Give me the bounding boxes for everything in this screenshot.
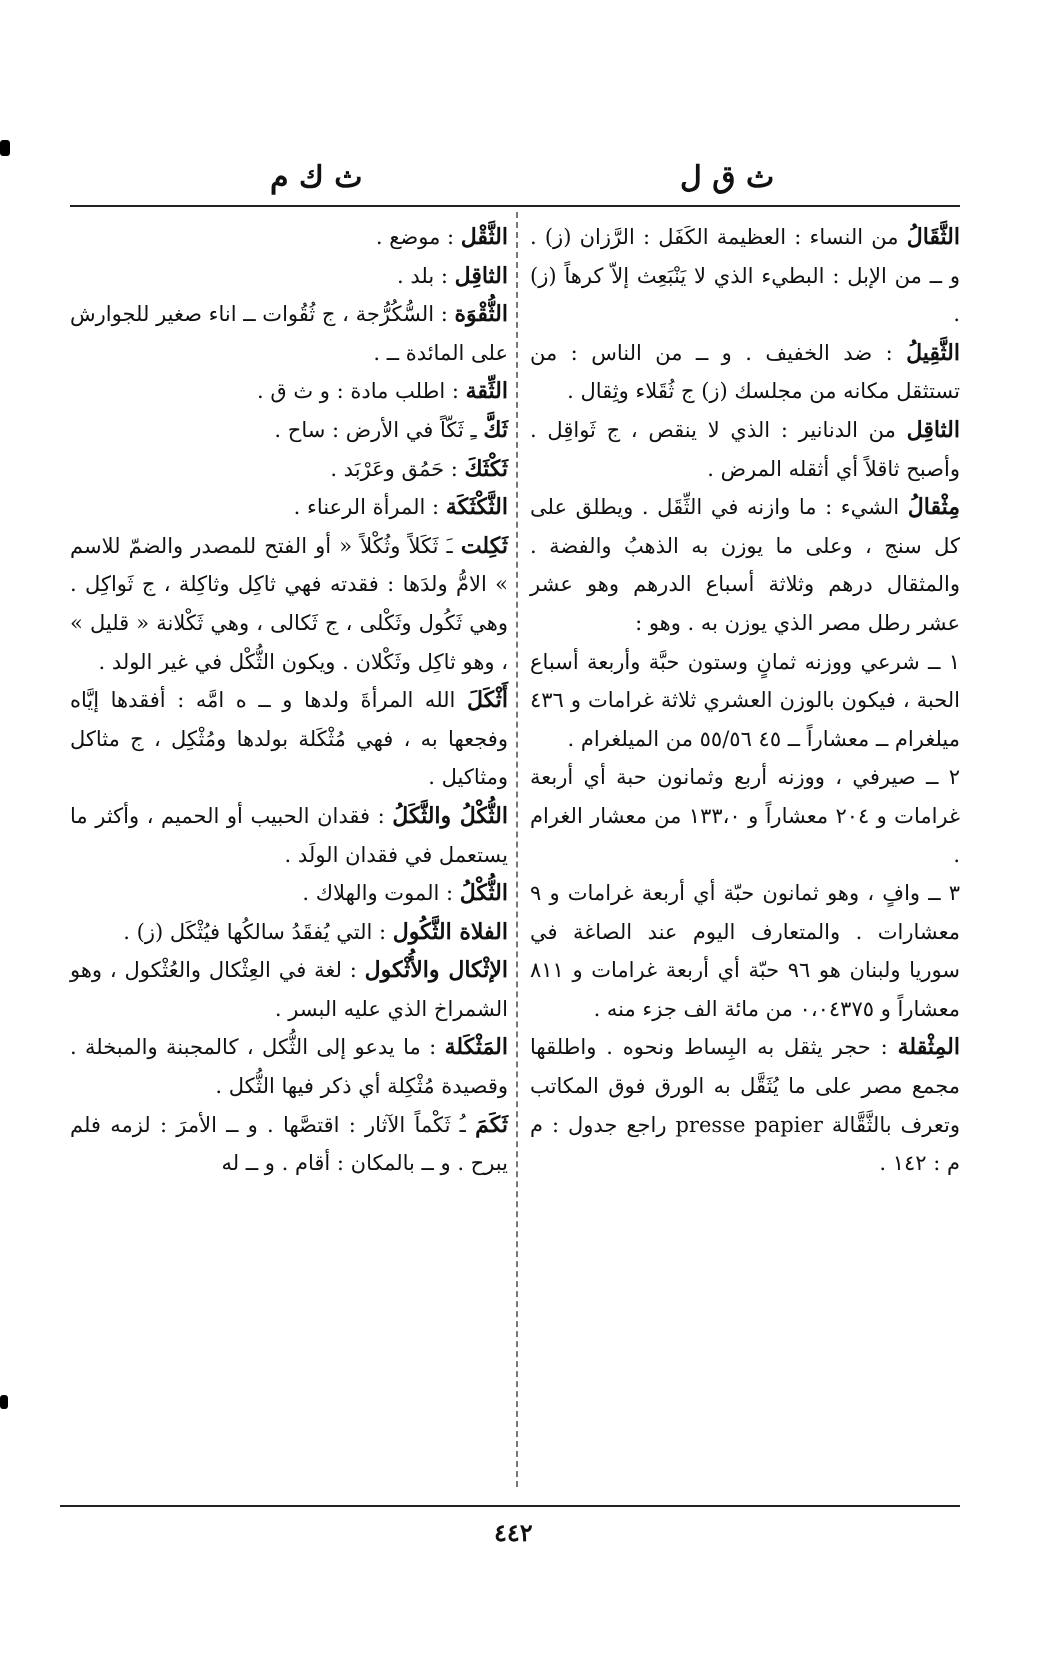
entry-definition: : لغة في العِثْكال والعُثْكول ، وهو الشمراخ الذي عليه البسر . [70, 958, 508, 1021]
entry-headword: مِثْقالُ [907, 494, 960, 521]
right-column [530, 218, 960, 1183]
entry-headword: الثُّكْلُ [459, 880, 508, 907]
bottom-rule [60, 1505, 960, 1507]
dictionary-entry [70, 797, 508, 874]
dictionary-entry [70, 488, 508, 527]
entry-headword: ثَكْثَكَ [464, 455, 508, 482]
entry-definition: : حَمُق وعَرْبَد . [330, 456, 465, 481]
entry-definition: ـُ ثَكْماً الآثار : اقتصَّها . و ــ الأمرَ : لزمه فلم يبرح . و ــ بالمكان : أقام . و ــ له [70, 1112, 508, 1176]
entry-definition: ٣ ــ وافٍ ، وهو ثمانون حبّة أي أربعة غرامات و ٩ معشارات . والمتعارف اليوم عند الصاغة في سوريا ولبنان هو ٩٦ حبّة أي أربعة غرامات و ٨١١ معشاراً و ٠،٠٤٣٧٥ من مائة الف جزء منه . [530, 881, 960, 1021]
dictionary-entry [70, 295, 508, 372]
entry-headword: ثَكَّ [483, 416, 508, 443]
entry-definition: ٢ ــ صيرفي ، ووزنه أربع وثمانون حبة أي أربعة غرامات و ٢٠٤ معشاراً و ١٣٣،٠ من معشار الغرام . [530, 765, 961, 867]
dictionary-entry [70, 411, 508, 450]
dictionary-entry [70, 257, 508, 296]
entry-headword: المَثْكَلة [444, 1034, 508, 1061]
entry-definition: : ما يدعو إلى الثُّكل ، كالمجبنة والمبخلة . وقصيدة مُثْكِلة أي ذكر فيها الثُّكل . [70, 1035, 508, 1099]
entry-headword: الثَّكْثَكَة [445, 494, 508, 521]
entry-definition: : موضع . [375, 225, 461, 249]
running-header-left: ث ك م [270, 160, 363, 195]
dictionary-entry [70, 951, 508, 1028]
entry-headword: الثَّقِيلُ [906, 339, 960, 366]
dictionary-entry [530, 218, 960, 334]
entry-headword: الثُّكْلُ والثَّكَلُ [392, 802, 508, 829]
dictionary-entry [70, 913, 508, 952]
dictionary-entry [70, 681, 508, 797]
entry-definition: ـِ ثَكّاً في الأرض : ساح . [274, 417, 484, 442]
entry-headword: ثَكِلت [460, 532, 508, 559]
entry-definition: : فقدان الحبيب أو الحميم ، وأكثر ما يستعمل في فقدان الولَد . [70, 803, 508, 867]
left-column [70, 218, 508, 1183]
entry-headword: الثاقِل [454, 262, 508, 289]
entry-definition: الشيء : ما وازنه في الثِّقَل . ويطلق على كل سنج ، وعلى ما يوزن به الذهبُ والفضة . والمثقال درهم وثلاثة أسباع الدرهم وهو عشر عشر رطل مصر الذي يوزن به . وهو : [530, 495, 960, 635]
dictionary-entry [530, 758, 960, 874]
scan-edge-mark [0, 1395, 8, 1409]
entry-headword: الثُّقْوَة [454, 301, 508, 328]
entry-headword: الإثْكال والأُثْكول [364, 957, 508, 984]
dictionary-entry [530, 488, 960, 642]
entry-definition: : التي يُفقَدُ سالكُها فيُثْكَل (ز) . [123, 919, 393, 944]
entry-headword: المِثْقلة [897, 1034, 960, 1061]
entry-definition: : المرأة الرعناء . [293, 495, 446, 520]
entry-headword: ثَكَمَ [475, 1111, 508, 1138]
entry-headword: الفلاة الثَّكُول [392, 918, 508, 945]
dictionary-entry [70, 527, 508, 681]
dictionary-entry [70, 874, 508, 913]
entry-definition: : ضد الخفيف . و ــ من الناس : من تستثقل مكانه من مجلسك (ز) ج ثُقَلاء وثِقال . [530, 340, 960, 404]
page-number: ٤٤٢ [494, 1518, 533, 1547]
entry-definition: ١ ــ شرعي ووزنه ثمانٍ وستون حبَّة وأربعة أسباع الحبة ، فيكون بالوزن العشري ثلاثة غرامات و ٤٣٦ ميلغرام ــ معشاراً ــ ٤٥ ٥٥/٥٦ من الميلغرام . [530, 649, 960, 751]
entry-definition: : السُّكُرُّجة ، ج ثُقُوات ــ اناء صغير للجوارش على المائدة ــ . [70, 302, 508, 365]
dictionary-entry [70, 1028, 508, 1105]
dictionary-entry [530, 643, 960, 759]
entry-definition: : الموت والهلاك . [302, 881, 460, 906]
top-rule [70, 205, 960, 207]
entry-definition: : بلد . [397, 263, 455, 288]
entry-headword: الثِّقة [465, 378, 508, 405]
scan-edge-mark [0, 140, 10, 156]
entry-definition: الله المرأةَ ولدها و ــ ه امَّه : أفقدها إيَّاه وفجعها به ، فهي مُثْكَلة بولدها ومُثْكِل ، ج مثاكل ومثاكيل . [70, 688, 508, 790]
entry-headword: الثَّقَالُ [906, 224, 960, 250]
dictionary-entry [70, 218, 508, 257]
entry-definition: ـَ ثَكَلاً وثُكْلاً « أو الفتح للمصدر والضمّ للاسم » الامُّ ولدَها : فقدته فهي ثاكِل وثاكِلة ، ج ثَواكِل . وهي ثَكُول وثَكْلى ، ج ثَكالى ، وهي ثَكْلانة « قليل » ، وهو ثاكِل وثَكْلان . ويكون الثُّكْل في غير الولد . [70, 533, 508, 674]
entry-headword: الثاقِل [906, 416, 960, 443]
dictionary-entry [70, 1106, 508, 1183]
dictionary-entry [530, 411, 960, 488]
dictionary-entry [530, 334, 960, 411]
dictionary-entry [530, 874, 960, 1028]
dictionary-entry [70, 450, 508, 489]
entry-headword: الثَّقْل [460, 224, 508, 250]
entry-definition: من الدنانير : الذي لا ينقص ، ج ثَواقِل . وأصبح ثاقلاً أي أثقله المرض . [530, 417, 960, 481]
entry-headword: أَثْكَلَ [466, 687, 508, 714]
dictionary-entry [530, 1028, 960, 1182]
dictionary-entry [70, 372, 508, 411]
running-header-right: ث ق ل [680, 160, 775, 195]
column-divider [516, 212, 518, 1487]
entry-definition: من النساء : العظيمة الكَفَل : الرَّزان (ز) . و ــ من الإبل : البطيء الذي لا يَنْبَعِث إلاّ كرهاً (ز) . [530, 225, 960, 327]
entry-definition: : اطلب مادة : و ث ق . [257, 379, 466, 404]
entry-definition: : حجر يثقل به البِساط ونحوه . واطلقها مجمع مصر على ما يُثَقَّل به الورق فوق المكاتب وتعرف بالثَّقَّالة presse papier راجع جدول : م م : ١٤٢ . [530, 1035, 960, 1176]
